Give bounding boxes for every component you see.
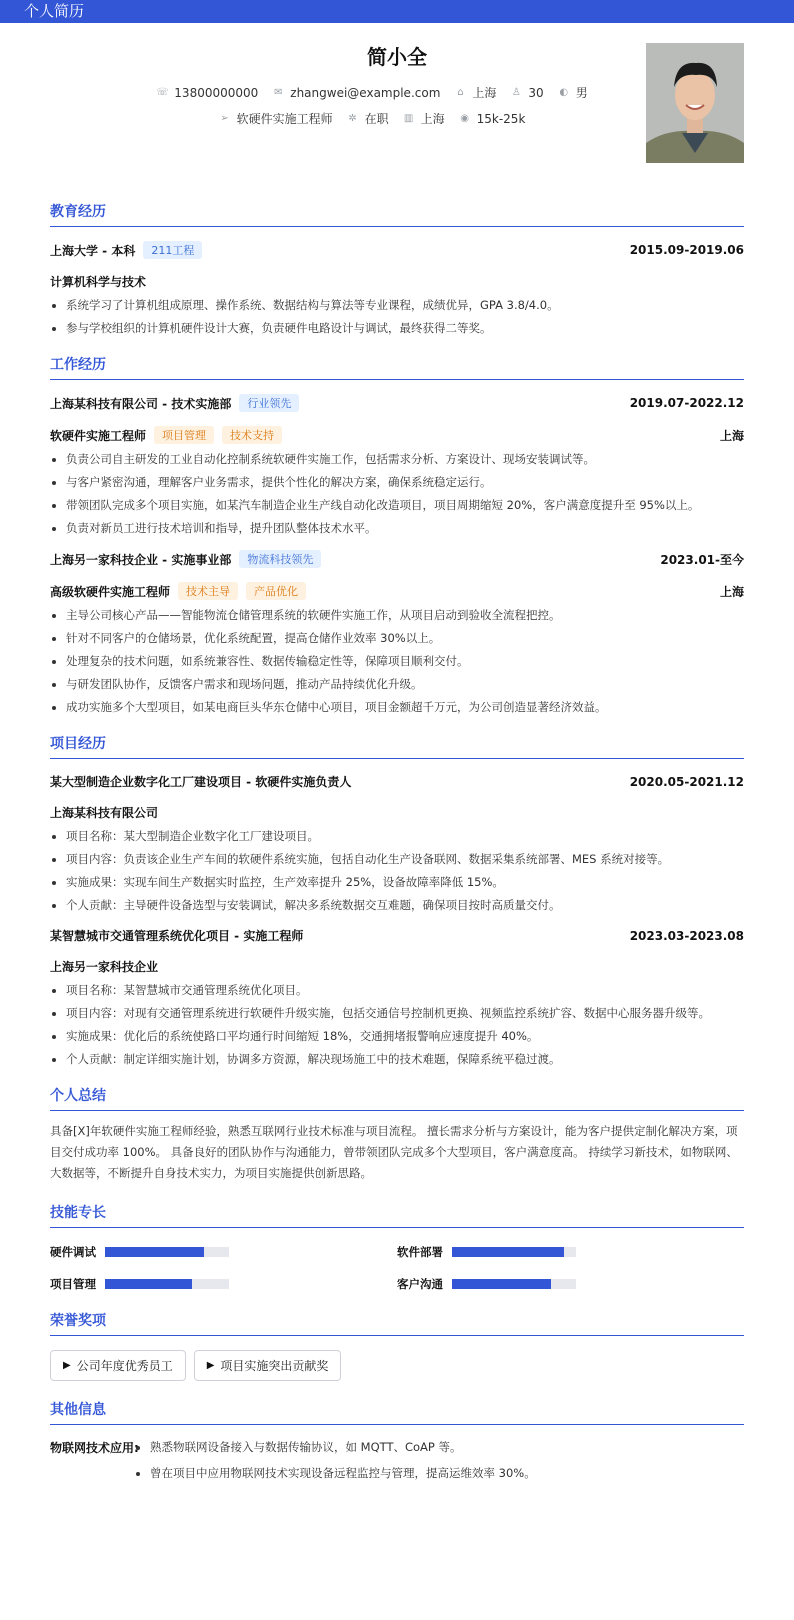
list-item: • 曾在项目中应用物联网技术实现设备远程监控与管理，提高运维效率 30%。	[150, 1465, 536, 1481]
education-list	[50, 298, 744, 336]
job-2-role: 高级软硬件实施工程师	[50, 584, 171, 599]
job-1-date: 2019.07-2022.12	[629, 396, 744, 410]
phone-info	[156, 84, 258, 101]
contact-row-2	[50, 110, 614, 127]
gender-icon: ◐	[559, 87, 569, 98]
avatar-photo	[646, 43, 744, 163]
skill-item	[50, 1276, 397, 1292]
mail-icon: ✉	[274, 87, 283, 98]
list-item: • 带领团队完成多个项目实施，如某汽车制造企业生产线自动化改造项目，项目周期缩短 20%，客户满意度提升至 95%以上。	[66, 498, 744, 513]
list-item: • 实施成果：实现车间生产数据实时监控，生产效率提升 25%，设备故障率降低 15%。	[66, 875, 744, 890]
status-text: 在职	[364, 112, 389, 126]
awards-section-title: 荣誉奖项	[50, 1310, 744, 1336]
education-section-title: 教育经历	[50, 201, 744, 227]
awards-list	[50, 1350, 744, 1381]
top-bar	[0, 0, 794, 23]
salary-icon: ◉	[460, 113, 469, 124]
age-info	[510, 84, 543, 101]
project-1-list	[50, 829, 744, 913]
skill-label: 项目管理	[50, 1277, 96, 1291]
list-item: • 熟悉物联网设备接入与数据传输协议，如 MQTT、CoAP 等。	[150, 1439, 536, 1455]
project-1-name: 某大型制造企业数字化工厂建设项目 - 软硬件实施负责人	[50, 775, 352, 789]
award-chip	[50, 1350, 186, 1381]
city-text: 上海	[472, 86, 497, 100]
job-2-role-tag: 产品优化	[246, 582, 306, 600]
list-item: • 负责公司自主研发的工业自动化控制系统软硬件实施工作，包括需求分析、方案设计、现场安装调试等。	[66, 452, 744, 467]
skill-bar	[452, 1279, 576, 1289]
skill-item	[397, 1244, 744, 1260]
project-2-date: 2023.03-2023.08	[629, 928, 744, 943]
job-2-company-row	[50, 550, 744, 568]
skill-item	[50, 1244, 397, 1260]
list-item: • 项目名称：某智慧城市交通管理系统优化项目。	[66, 983, 744, 998]
major: 计算机科学与技术	[50, 275, 147, 289]
list-item: • 项目名称：某大型制造企业数字化工厂建设项目。	[66, 829, 744, 844]
skill-bar	[452, 1247, 576, 1257]
list-item: • 项目内容：对现有交通管理系统进行软硬件升级实施，包括交通信号控制机更换、视频监控系统扩容、数据中心服务器升级等。	[66, 1006, 744, 1021]
skills-grid	[50, 1244, 744, 1292]
school-tag: 211工程	[143, 241, 202, 259]
skills-section-title: 技能专长	[50, 1202, 744, 1228]
list-item: • 主导公司核心产品——智能物流仓储管理系统的软硬件实施工作，从项目启动到验收全流程把控。	[66, 608, 744, 623]
other-section-title: 其他信息	[50, 1399, 744, 1425]
job-text: 软硬件实施工程师	[236, 112, 333, 126]
status-icon: ✲	[348, 113, 357, 124]
play-icon: ▶	[206, 1360, 215, 1371]
list-item: • 参与学校组织的计算机硬件设计大赛，负责硬件电路设计与调试，最终获得二等奖。	[66, 321, 744, 336]
job-1-role: 软硬件实施工程师	[50, 428, 147, 443]
list-item: • 与客户紧密沟通，理解客户业务需求，提供个性化的解决方案，确保系统稳定运行。	[66, 475, 744, 490]
other-info	[50, 1439, 744, 1491]
project-2-company: 上海另一家科技企业	[50, 960, 159, 974]
work-city-info	[403, 110, 445, 127]
gender-text: 男	[575, 86, 588, 100]
skill-bar-fill	[452, 1279, 551, 1289]
project-2-name: 某智慧城市交通管理系统优化项目 - 实施工程师	[50, 929, 304, 943]
job-2-company: 上海另一家科技企业 - 实施事业部	[50, 552, 232, 567]
candidate-name: 简小全	[367, 45, 427, 69]
job-1-company: 上海某科技有限公司 - 技术实施部	[50, 396, 232, 411]
job-1-role-row	[50, 426, 744, 444]
job-1-location: 上海	[719, 428, 744, 443]
job-2-role-tag: 技术主导	[178, 582, 238, 600]
job-1-company-row	[50, 394, 744, 412]
project-1-date: 2020.05-2021.12	[629, 774, 744, 789]
skill-bar	[105, 1247, 229, 1257]
skill-bar-fill	[452, 1247, 564, 1257]
project-1-company: 上海某科技有限公司	[50, 806, 159, 820]
job-1-role-tag: 技术支持	[222, 426, 282, 444]
list-item: • 负责对新员工进行技术培训和指导，提升团队整体技术水平。	[66, 521, 744, 536]
skill-bar-fill	[105, 1247, 204, 1257]
home-icon: ⌂	[457, 87, 464, 98]
list-item: • 成功实施多个大型项目，如某电商巨头华东仓储中心项目，项目金额超千万元，为公司创造显著经济效益。	[66, 700, 744, 715]
skill-label: 软件部署	[397, 1245, 443, 1259]
job-2-list	[50, 608, 744, 715]
list-item: • 项目内容：负责该企业生产车间的软硬件系统实施，包括自动化生产设备联网、数据采集系统部署、MES 系统对接等。	[66, 852, 744, 867]
age-icon: ♙	[511, 87, 521, 98]
job-info	[219, 110, 333, 127]
job-2-role-row	[50, 582, 744, 600]
contact-row-1	[50, 84, 614, 101]
resume-page	[0, 23, 794, 1491]
skill-bar-fill	[105, 1279, 192, 1289]
phone-text: 13800000000	[174, 85, 259, 100]
send-icon: ➢	[220, 113, 229, 124]
skill-bar	[105, 1279, 229, 1289]
play-icon: ▶	[63, 1360, 71, 1371]
avatar	[646, 43, 744, 163]
list-item: • 与研发团队协作，反馈客户需求和现场问题，推动产品持续优化升级。	[66, 677, 744, 692]
status-info	[347, 110, 389, 127]
other-list	[136, 1439, 536, 1491]
age-text: 30	[528, 85, 544, 100]
work-city-text: 上海	[420, 112, 445, 126]
skill-item	[397, 1276, 744, 1292]
resume-header	[50, 23, 744, 183]
job-1-company-tag: 行业领先	[239, 394, 299, 412]
salary-text: 15k-25k	[476, 111, 526, 126]
project-2-row	[50, 927, 744, 944]
email-text: zhangwei@example.com	[290, 85, 441, 100]
building-icon: ▥	[403, 113, 414, 124]
list-item: • 处理复杂的技术问题，如系统兼容性、数据传输稳定性等，保障项目顺利交付。	[66, 654, 744, 669]
salary-info	[459, 110, 526, 127]
project-1-row	[50, 773, 744, 790]
projects-section-title: 项目经历	[50, 733, 744, 759]
list-item: • 个人贡献：主导硬件设备选型与安装调试，解决多系统数据交互难题，确保项目按时高质量交付。	[66, 898, 744, 913]
gender-info	[558, 84, 588, 101]
education-date: 2015.09-2019.06	[629, 243, 744, 257]
education-row	[50, 241, 744, 259]
summary-section-title: 个人总结	[50, 1085, 744, 1111]
city-info	[454, 84, 496, 101]
other-label: 物联网技术应用:	[50, 1441, 139, 1455]
job-2-location: 上海	[719, 584, 744, 599]
summary-text: 具备[X]年软硬件实施工程师经验，熟悉互联网行业技术标准与项目流程。 擅长需求分析与方案设计，能为客户提供定制化解决方案，项目交付成功率 100%。 具备良好的团队协作与沟通能力，曾带领团队完成多个大型项目，客户满意度高。 持续学习新技术，如物联网、大数据等，不断提升自身技术实力，为项目实施提供创新思路。	[50, 1124, 738, 1180]
award-label: 公司年度优秀员工	[76, 1359, 173, 1373]
job-1-role-tag: 项目管理	[154, 426, 214, 444]
job-2-date: 2023.01-至今	[660, 552, 744, 567]
job-2-company-tag: 物流科技领先	[239, 550, 321, 568]
award-chip	[194, 1350, 342, 1381]
job-1-list	[50, 452, 744, 536]
email-info	[272, 84, 440, 101]
list-item: • 实施成果：优化后的系统使路口平均通行时间缩短 18%，交通拥堵报警响应速度提升 40%。	[66, 1029, 744, 1044]
skill-label: 客户沟通	[397, 1277, 443, 1291]
project-2-list	[50, 983, 744, 1067]
award-label: 项目实施突出贡献奖	[220, 1359, 329, 1373]
list-item: • 个人贡献：制定详细实施计划，协调多方资源，解决现场施工中的技术难题，保障系统平稳过渡。	[66, 1052, 744, 1067]
list-item: • 系统学习了计算机组成原理、操作系统、数据结构与算法等专业课程，成绩优异，GPA 3.8/4.0。	[66, 298, 744, 313]
phone-icon: ☏	[156, 87, 169, 98]
work-section-title: 工作经历	[50, 354, 744, 380]
skill-label: 硬件调试	[50, 1245, 96, 1259]
top-bar-title: 个人简历	[24, 2, 85, 20]
list-item: • 针对不同客户的仓储场景，优化系统配置，提高仓储作业效率 30%以上。	[66, 631, 744, 646]
school-name: 上海大学 - 本科	[50, 243, 136, 258]
